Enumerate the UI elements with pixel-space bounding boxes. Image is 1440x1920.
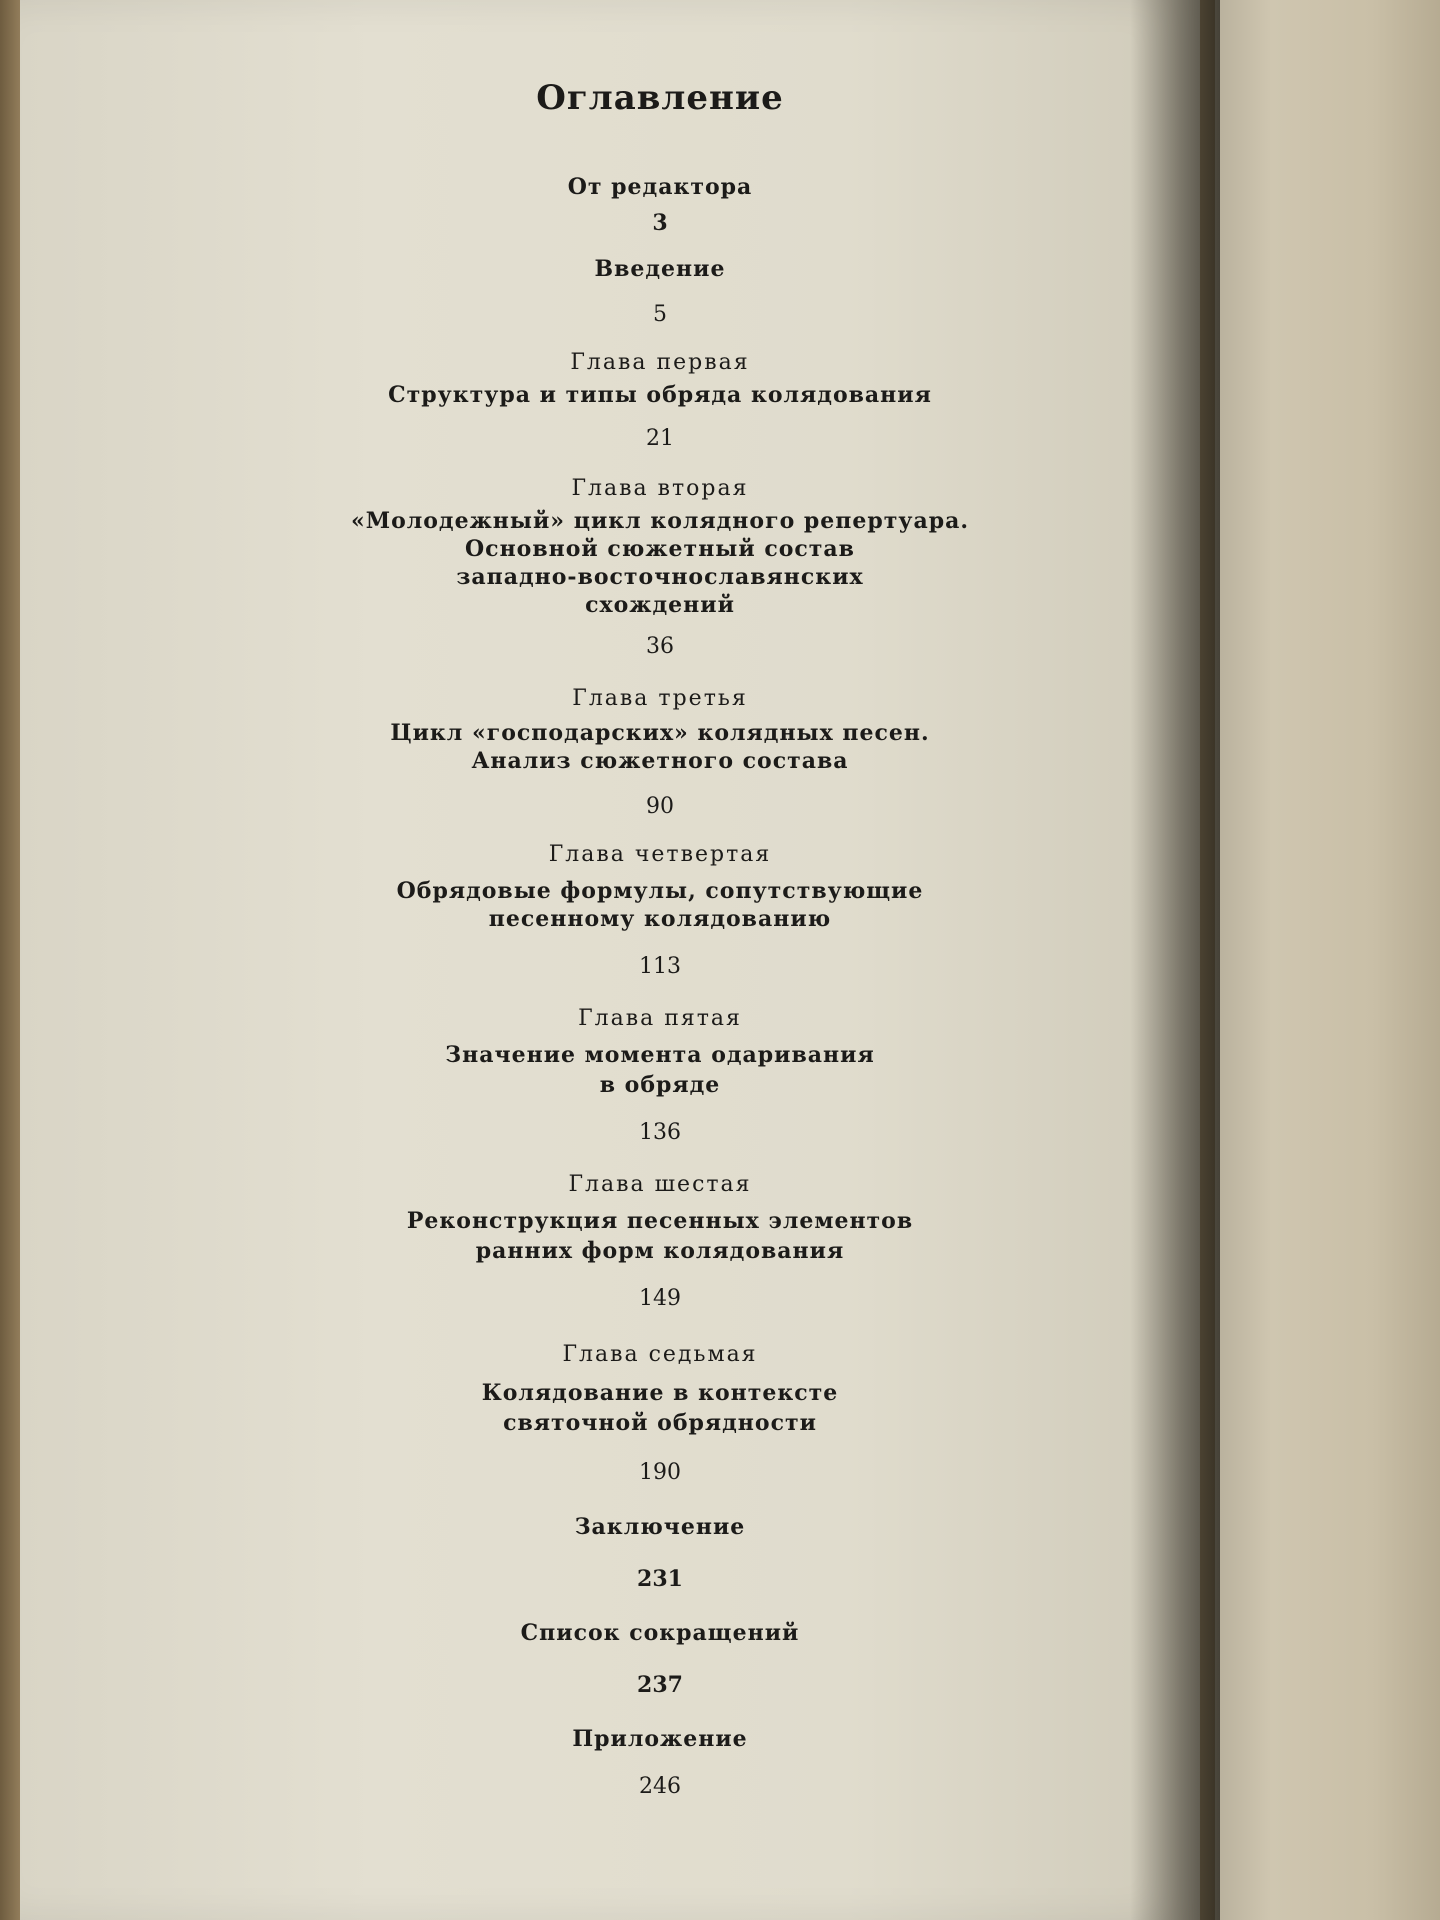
toc-heading: Обрядовые формулы, сопутствующие	[396, 878, 924, 904]
toc-heading: в обряде	[599, 1072, 721, 1098]
toc-page-number: 136	[639, 1120, 681, 1145]
toc-heading: Список сокращений	[520, 1620, 800, 1646]
toc-heading: западно-восточнославянских	[456, 564, 864, 590]
toc-heading: Заключение	[574, 1514, 746, 1540]
toc-page-number: 3	[652, 210, 668, 236]
toc-heading: Анализ сюжетного состава	[471, 748, 849, 774]
toc-page-number: 113	[639, 954, 681, 979]
toc-heading: ранних форм колядования	[475, 1238, 845, 1264]
toc-heading: Структура и типы обряда колядования	[388, 382, 932, 408]
toc-page-number: 237	[637, 1672, 683, 1698]
toc-page-number: 5	[653, 302, 667, 327]
toc-heading: Основной сюжетный состав	[465, 536, 855, 562]
toc-page-number: 246	[639, 1774, 681, 1799]
toc-chapter-label: Глава седьмая	[562, 1342, 758, 1367]
table-of-contents	[250, 0, 1070, 1920]
toc-page-number: 36	[646, 634, 674, 659]
toc-chapter-label: Глава вторая	[571, 476, 749, 501]
toc-page-number: 231	[637, 1566, 683, 1592]
toc-heading: Введение	[594, 256, 726, 282]
toc-heading: святочной обрядности	[503, 1410, 817, 1436]
toc-chapter-label: Глава первая	[570, 350, 750, 375]
toc-heading: «Молодежный» цикл колядного репертуара.	[350, 508, 970, 534]
toc-heading: Колядование в контексте	[481, 1380, 839, 1406]
toc-heading: Цикл «господарских» колядных песен.	[390, 720, 930, 746]
toc-heading: Значение момента одаривания	[445, 1042, 875, 1068]
toc-chapter-label: Глава третья	[572, 686, 748, 711]
toc-heading: Реконструкция песенных элементов	[406, 1208, 914, 1234]
toc-page-number: 90	[646, 794, 674, 819]
toc-chapter-label: Глава пятая	[578, 1006, 742, 1031]
toc-page-number: 21	[646, 426, 674, 451]
toc-heading: песенному колядованию	[488, 906, 832, 932]
toc-chapter-label: Глава четвертая	[548, 842, 772, 867]
page-gutter-shadow	[1130, 0, 1220, 1920]
toc-chapter-label: Глава шестая	[568, 1172, 752, 1197]
toc-heading: Приложение	[572, 1726, 748, 1752]
adjacent-page	[1215, 0, 1440, 1920]
toc-page-number: 149	[639, 1286, 681, 1311]
toc-title: Оглавление	[536, 78, 784, 118]
toc-heading: схождений	[585, 592, 735, 618]
toc-page-number: 190	[639, 1460, 681, 1485]
toc-heading: От редактора	[567, 174, 753, 200]
